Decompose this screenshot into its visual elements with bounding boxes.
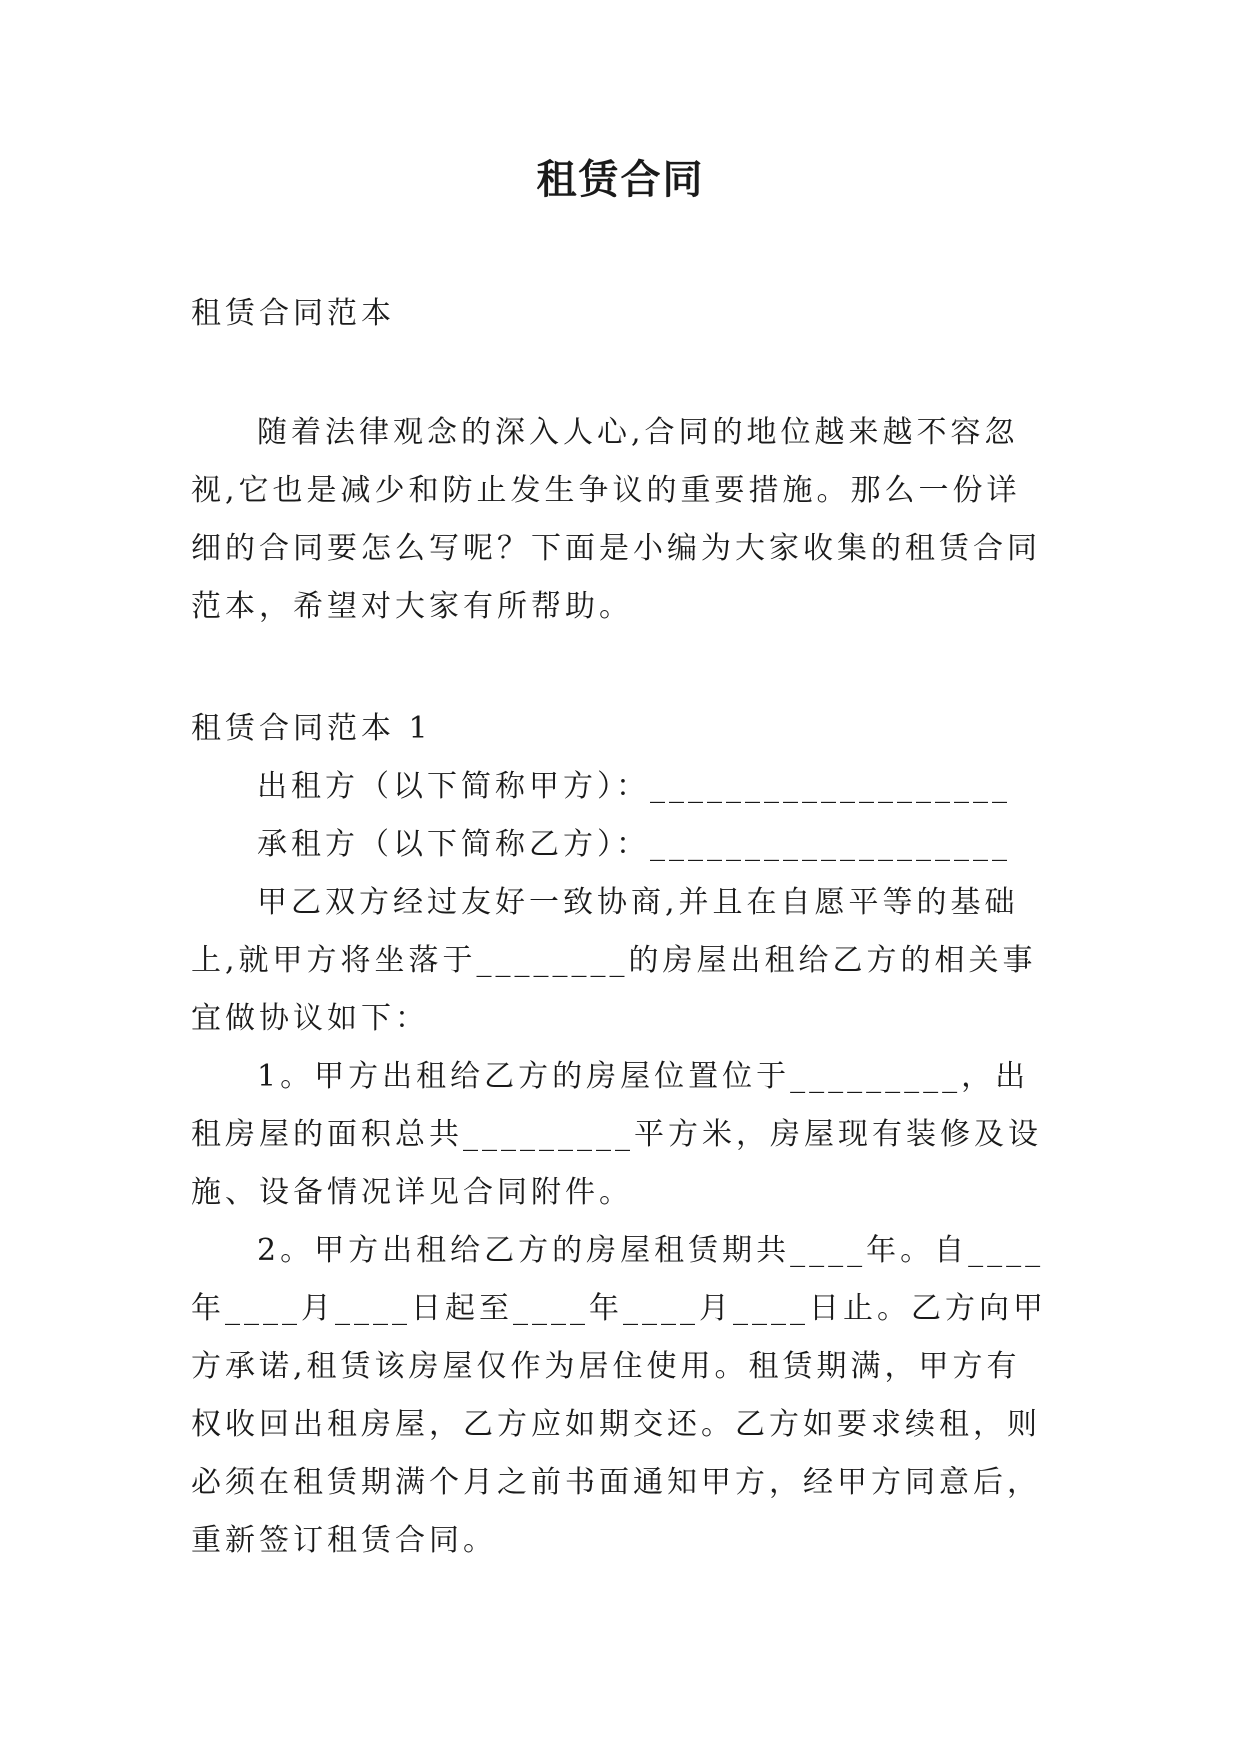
document-title: 租赁合同 [536,156,705,203]
section-heading: 租赁合同范本 1 [191,711,432,746]
lessee-line: 承租方（以下简称乙方）：___________________ [257,827,1011,862]
intro-paragraph: 随着法律观念的深入人心,合同的地位越来越不容忽视,它也是减少和防止发生争议的重要措施。那么一份详细的合同要怎么写呢？下面是小编为大家收集的租赁合同范本，希望对大家有所帮助。 [191,415,1041,624]
lessor-line: 出租方（以下简称甲方）：___________________ [257,769,1011,804]
contract-section-1 [191,700,1051,1570]
clause-2-paragraph: 2。甲方出租给乙方的房屋租赁期共____年。自____年____月____日起至____年____月____日止。乙方向甲方承诺,租赁该房屋仅作为居住使用。租赁期满，甲方有权收回出租房屋，乙方应如期交还。乙方如要求续租，则必须在租赁期满个月之前书面通知甲方，经甲方同意后，重新签订租赁合同。 [191,1233,1047,1558]
clause-1-paragraph: 1。甲方出租给乙方的房屋位置位于_________，出租房屋的面积总共_________平方米，房屋现有装修及设施、设备情况详见合同附件。 [191,1059,1042,1210]
document-subtitle: 租赁合同范本 [191,296,395,331]
preamble-paragraph: 甲乙双方经过友好一致协商,并且在自愿平等的基础上,就甲方将坐落于________的房屋出租给乙方的相关事宜做协议如下： [191,885,1037,1036]
